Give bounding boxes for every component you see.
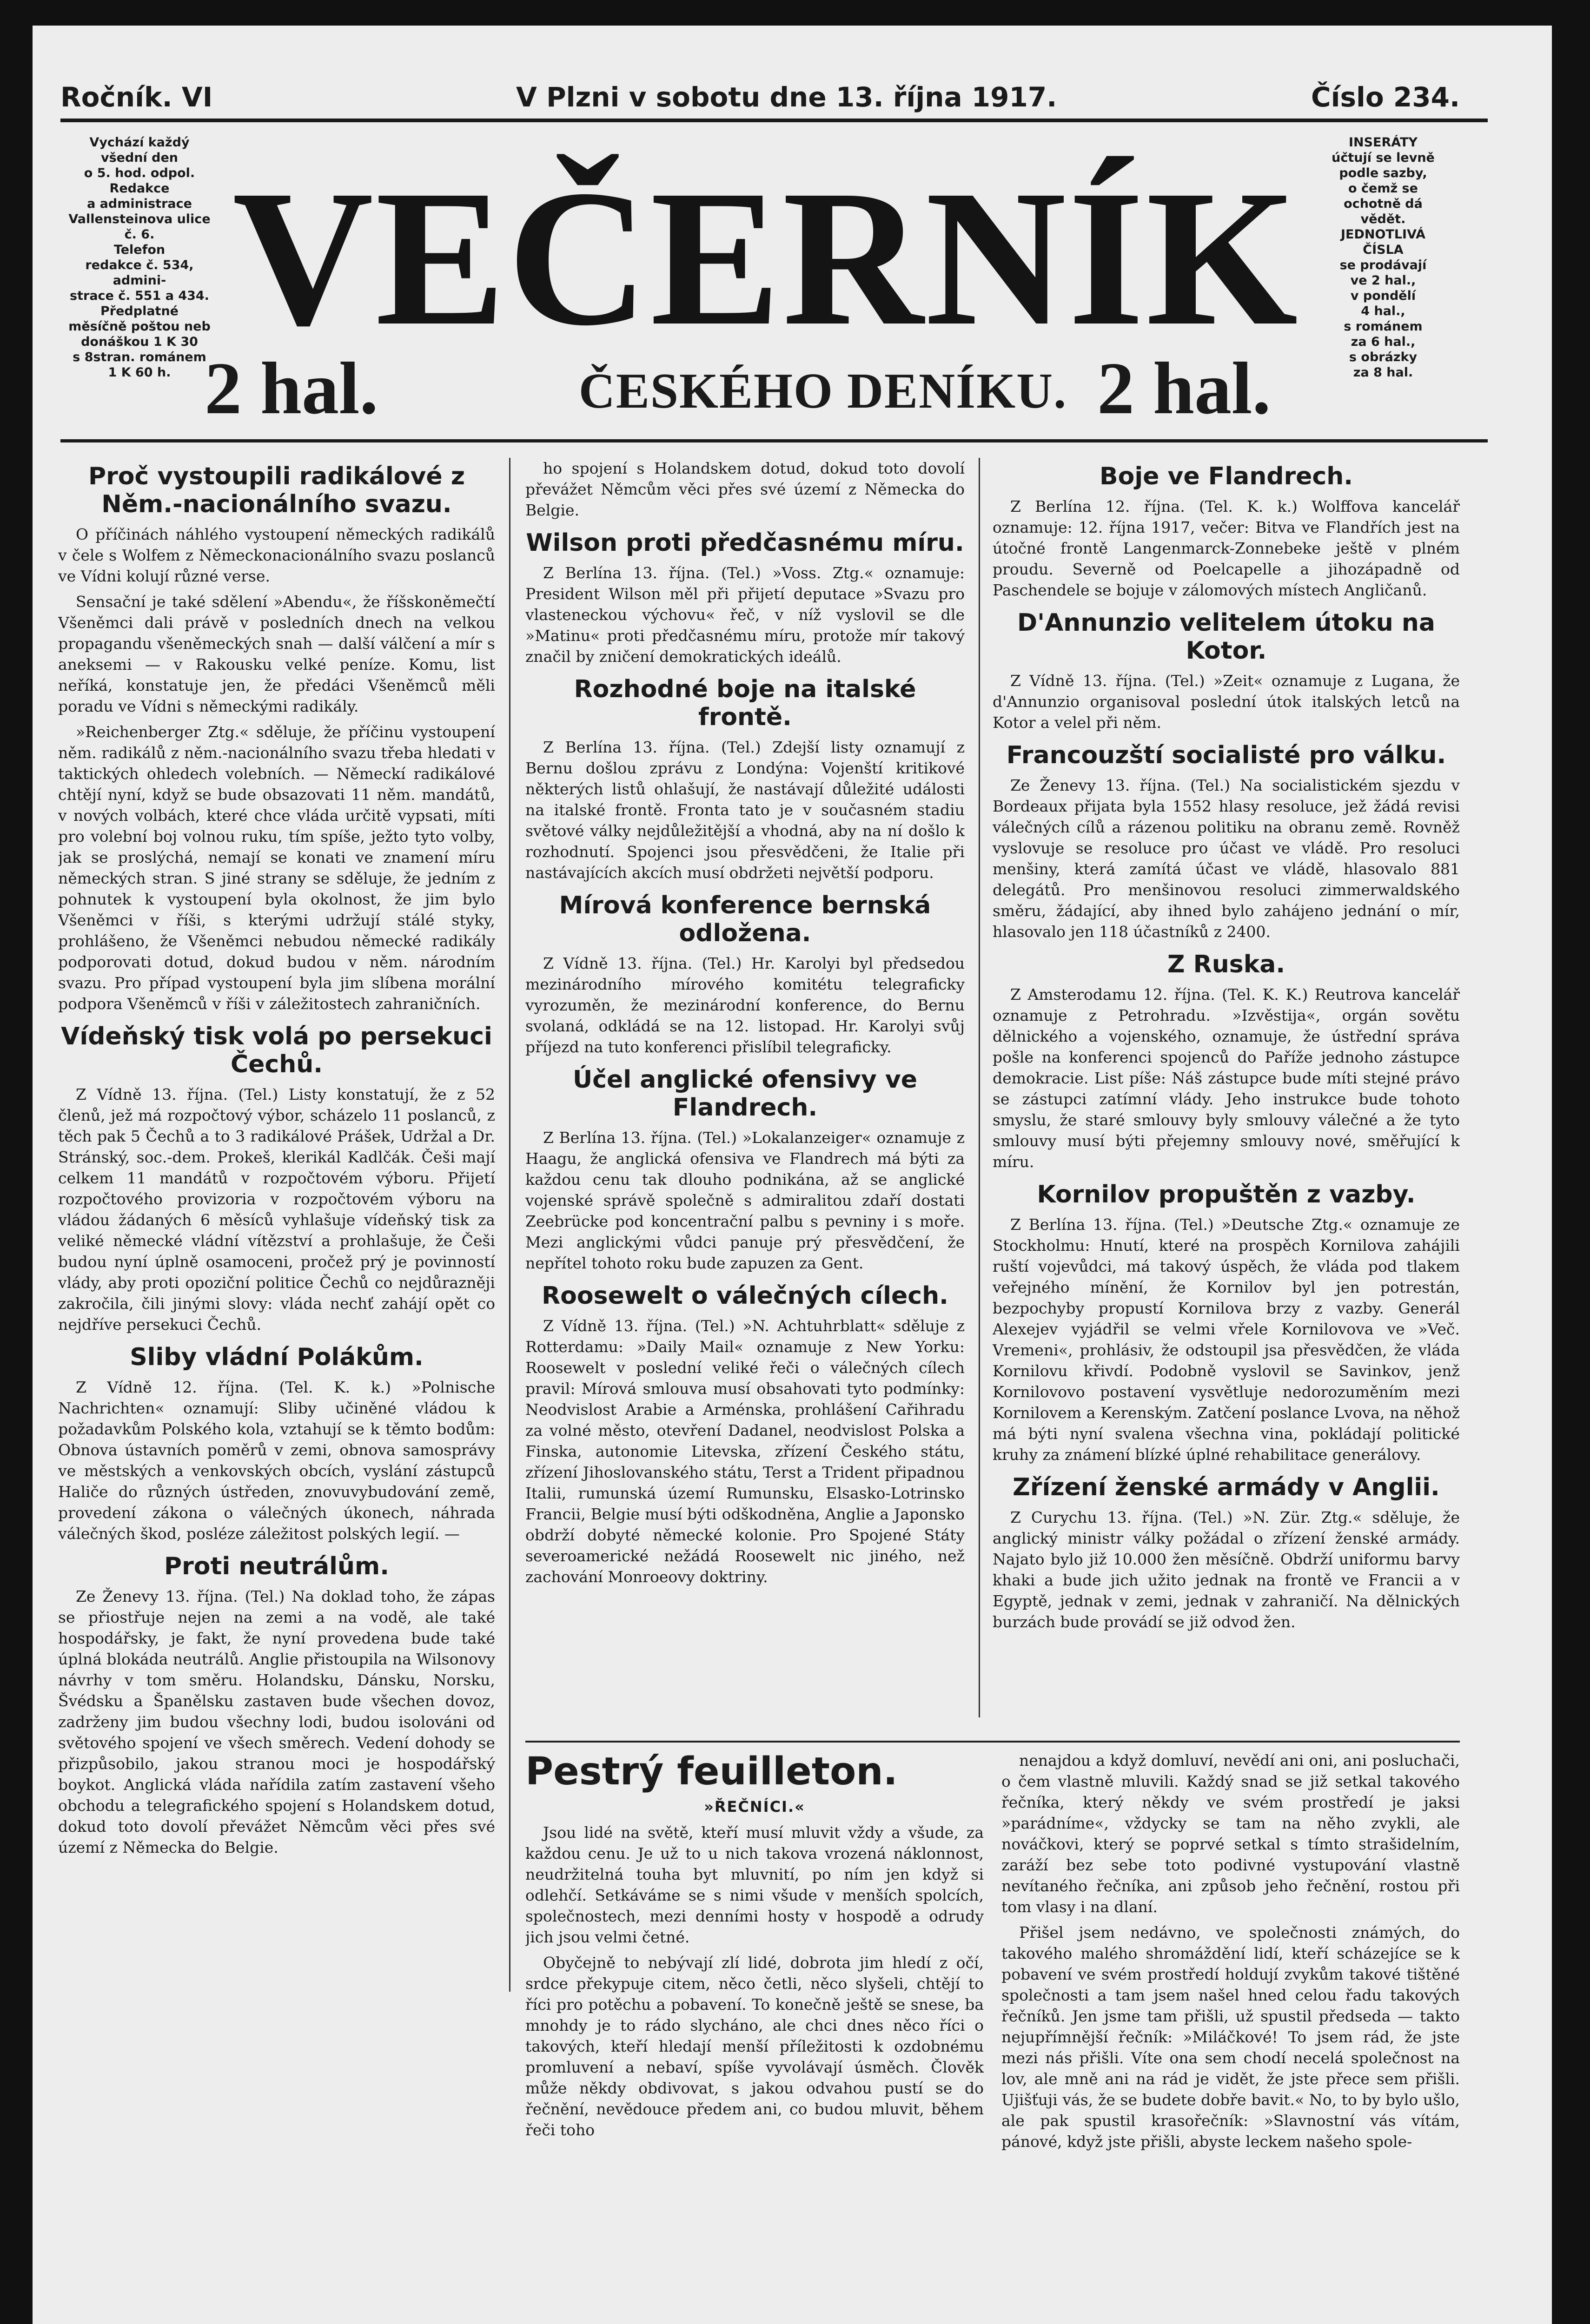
article-paragraph: Sensační je také sdělení »Abendu«, že říšskoněmečtí Všeněmci dali právě v posledních dnech na velkou propagandu všeněmeckých snah — další válčení a mír s aneksemi — v Rakousku velké peníze. Komu, list neříká, konstatuje jen, že předáci Všeněmců měli poradu ve Vídni s německými radikály.: [58, 593, 495, 715]
subscription-line: Vallensteinova ulice č. 6.: [68, 212, 211, 242]
article-headline: Sliby vládní Polákům.: [130, 1343, 424, 1371]
column-3: [993, 458, 1460, 1710]
advertising-line: INSERÁTY: [1348, 135, 1418, 150]
date-label: V Plzni v sobotu dne 13. října 1917.: [516, 81, 1057, 113]
article-headline: Z Ruska.: [1167, 951, 1285, 978]
column-divider-1: [509, 458, 510, 1992]
feuilleton-paragraph: Přišel jsem nedávno, ve společnosti známých, do takového malého shromáždění lidí, kteří scházejíce se k pobavení ve svém prostředí holdují zvykům takové tištěné společnosti a tam jsem našel hned celou řadu takových řečníků. Jen jsme tam přišli, už spustil předseda — takto nejupřímnější řečník: »Miláčkové! To jsem rád, že jste mezi nás přišli. Víte ona sem chodí necelá společnost na lov, ale mně ani na rád je vidět, že jste přece sem přišli. Ujišťuji vás, že se budete dobře bavit.« No, to by bylo ušlo, ale pak spustil krasořečník: »Slavnostní vás vítám, pánové, když jste přišli, abyste leckem našeho spole-: [1001, 1923, 1460, 2151]
article-paragraph: Z Vídně 13. října. (Tel.) Listy konstatují, že z 52 členů, jež má rozpočtový výbor, scházelo 11 poslanců, z těch pak 5 Čechů a to 3 radikálové Prášek, Udržal a Dr. Stránský, soc.-dem. Prokeš, klerikál Kadlčák. Češi mají celkem 11 mandátů v rozpočtovém výboru. Přijetí rozpočtového provizoria v rozpočtovém výboru na vládou žádaných 6 měsíců vyhlašuje vídeňský tisk za veliké německé vládní vítězství a prohlašuje, že Češi budou nyní úplně osamoceni, pročež prý je povinností vlády, aby proti opoziční politice Čechů co nejdůrazněji zakročila, čili jinými slovy: vláda nechť zahájí opět co nejdříve persekuci Čechů.: [58, 1085, 495, 1334]
masthead-title: VEČERNÍK: [232, 150, 1300, 366]
feuilleton-body: [525, 1750, 1460, 2157]
article: [993, 609, 1460, 733]
article: [525, 891, 965, 1057]
issue-number: Číslo 234.: [1311, 81, 1460, 113]
article: [993, 1473, 1460, 1632]
subscription-line: o 5. hod. odpol.: [84, 166, 195, 180]
subscription-line: Vychází každý: [89, 135, 190, 150]
feuilleton-paragraph: Jsou lidé na světě, kteří musí mluvit vždy a všude, za každou cenu. Je už to u nich takova vrozená náklonnost, neudržitelná touha byt mluvnití, po ním jen když si odlehčí. Setkáváme se s nimi všude v menších spolcích, společnostech, mezi denními hosty v hospodě a odrudy jich jsou velmi četné.: [525, 1823, 984, 1946]
article: [525, 675, 965, 883]
feuilleton-subtitle: »ŘEČNÍCI.«: [704, 1798, 805, 1816]
price-right: 2 hal.: [1097, 347, 1271, 429]
article-paragraph: »Reichenberger Ztg.« sděluje, že příčinu vystoupení něm. radikálů z něm.-nacionálního svazu třeba hledati v taktických ohledech volebních. — Německí radikálové chtějí nyní, když se bude obsazovati 11 něm. mandátů, v nových volbách, které chce vláda určitě vypsati, míti pro volební boj volnou ruku, tím spíše, ježto tyto volby, jak se proslýchá, nemají se konati ve znamení míru německých stran. S jiné strany se sděluje, že jedním z pohnutek k vystoupení byla okolnost, že jim bylo Všeněmci v říši, s kterými udržují stálé styky, prohlášeno, že Všeněmci nebudou německé radikály podporovati dotud, dokud budou v něm. národním svazu. Pro případ vystoupení byla jim slíbena morální podpora Všeněmců v říši v záležitostech zahraničních.: [58, 723, 495, 1013]
article: [525, 1066, 965, 1274]
article-paragraph: Z Berlína 12. října. (Tel. K. k.) Wolffova kancelář oznamuje: 12. října 1917, večer: Bitva ve Flandřích jest na útočné frontě Langenmarck-Zonnebeke ještě v plném proudu. Severně od Poelcapelle a jihozápadně od Paschendele se bojuje v zálomových místech Angličanů.: [993, 497, 1460, 599]
article: [58, 462, 495, 1014]
subscription-line: redakce č. 534, admini-: [85, 258, 194, 288]
article: [58, 1023, 495, 1335]
advertising-line: s románem: [1344, 319, 1423, 334]
article-headline: Zřízení ženské armády v Anglii.: [1013, 1473, 1440, 1501]
article-paragraph: Z Vídně 13. října. (Tel.) Hr. Karolyi byl předsedou mezinárodního mírového komitétu telegraficky vyrozuměn, že mezinárodní konference, do Bernu svolaná, odkládá se na 12. listopad. Hr. Karolyi svůj příjezd na tuto konferenci přislíbil telegraficky.: [525, 954, 965, 1056]
masthead-subtitle: ČESKÉHO DENÍKU.: [578, 363, 1067, 419]
article-paragraph: Z Vídně 13. října. (Tel.) »Zeit« oznamuje z Lugana, že d'Annunzio organisoval poslední útok italských letců na Kotor a velel při něm.: [993, 672, 1460, 732]
article: [525, 458, 965, 521]
subscription-line: a administrace: [87, 197, 192, 211]
feuilleton-right-column: [1001, 1750, 1460, 2157]
advertising-line: ochotně dá: [1344, 197, 1423, 211]
article: [993, 741, 1460, 942]
newspaper-page: [33, 26, 1552, 2324]
article: [58, 1552, 495, 1858]
article-paragraph: Z Berlína 13. října. (Tel.) »Lokalanzeiger« oznamuje z Haagu, že anglická ofensiva ve Flandrech má býti za každou cenu tak dlouho podnikána, až se anglické vojenské správě společně s admiralitou zdaří dostati Zeebrücke pod koncentrační palbu s pevniny i s moře. Mezi anglickými vůdci panuje prý přesvědčení, že nepřítel tohoto roku bude zapuzen za Gent.: [525, 1129, 965, 1272]
advertising-line: podle sazby,: [1339, 166, 1427, 180]
article-headline: Rozhodné boje na italské frontě.: [574, 675, 916, 731]
price-left: 2 hal.: [205, 347, 378, 429]
top-dateline: [60, 81, 1460, 114]
advertising-line: ve 2 hal.,: [1350, 273, 1416, 288]
article-paragraph: O příčinách náhlého vystoupení německých radikálů v čele s Wolfem z Německonacionálního svazu poslanců ve Vídni kolují různé verse.: [58, 525, 495, 585]
advertising-line: za 8 hal.: [1353, 365, 1413, 380]
article-headline: Účel anglické ofensivy ve Flandrech.: [572, 1066, 918, 1122]
article-headline: Kornilov propuštěn z vazby.: [1037, 1181, 1416, 1208]
subscription-line: Redakce: [109, 181, 170, 196]
article-paragraph: Z Berlína 13. října. (Tel.) »Deutsche Ztg.« oznamuje ze Stockholmu: Hnutí, které na prospěch Kornilova zahájili ruští vojevůdci, má takový úspěch, že vláda pod tlakem veřejného mínění, že Kornilov byl jen potrestán, bezpochyby propustí Kornilova brzy z vazby. Generál Alexejev vyjádřil se velmi vřele Kornilovova ve »Več. Vremeni«, prohlásiv, že odstoupil jsa přesvědčen, že vláda Kornilovu křivdí. Podobně vyslovil se Savinkov, jenž Kornilovovo postavení vysvětluje nedorozuměním mezi Kornilovem a Kerenským. Zatčení poslance Lvova, na něhož má býti nyní svalena všechna vina, pokládají politické kruhy za známení blízké úplné rehabilitace generálovy.: [993, 1215, 1460, 1464]
article-paragraph: Ze Ženevy 13. října. (Tel.) Na doklad toho, že zápas se přiostřuje nejen na zemi a na vodě, ale také hospodářsky, je fakt, že nyní provedena bude také úplná blokáda neutrálů. Anglie přistoupila na Wilsonovy návrhy v tom směru. Holandsku, Dánsku, Norsku, Švédsku a Španělsku zastaven bude všechen dovoz, zadrženy jim budou všechny lodi, budou isolováni od světového spojení ve všech směrech. Vedení dohody se přizpůsobilo, jakou stranou moci je hospodářský boykot. Anglická vláda nařídila zatím zastavení všeho obchodu a telegrafického spojení s Holandskem dotud, dokud toto dovolí převážet Němcům věci přes své území z Německa do Belgie.: [58, 1587, 495, 1856]
advertising-line: účtují se levně: [1332, 151, 1435, 165]
advertising-line: ČÍSLA: [1363, 243, 1404, 257]
advertising-info: [1306, 135, 1460, 380]
advertising-line: JEDNOTLIVÁ: [1340, 227, 1426, 242]
volume-label: Ročník. VI: [60, 81, 213, 113]
subscription-info: [60, 135, 219, 380]
subscription-line: strace č. 551 a 434.: [70, 289, 209, 303]
article-headline: Boje ve Flandrech.: [1099, 462, 1353, 490]
advertising-line: se prodávají: [1339, 258, 1427, 272]
advertising-line: v pondělí: [1350, 289, 1416, 303]
article: [525, 1282, 965, 1587]
article-paragraph: Z Vídně 12. října. (Tel. K. k.) »Polnische Nachrichten« oznamují: Sliby učiněné vládou k požadavkům Polského kola, vztahují se k těmto bodům: Obnova ústavních poměrů v zemi, obnova samosprávy ve městských a venkovských obcích, vyslání zástupců Haliče do různých ústředen, znovuvybudování země, provedení zákona o válečných úkonech, náhrada válečných škod, posléze záležitost polských legií. —: [58, 1378, 495, 1543]
article-paragraph: Z Vídně 13. října. (Tel.) »N. Achtuhrblatt« sděluje z Rotterdamu: »Daily Mail« oznamuje z New Yorku: Roosewelt v poslední veliké řeči o válečných cílech pravil: Mírová smlouva musí obsahovati tyto podmínky: Neodvislost Arabie a Arménska, prohlášení Cařihradu za volné město, otevření Dadanel, neodvislost Polska a Finska, autonomie Litevska, zřízení Českého státu, zřízení Jihoslovanského státu, Terst a Trident připadnou Italii, rumunská území Rumunsku, Elsasko-Lotrinsko Francii, Belgie musí býti odškodněna, Anglie a Japonsko obdrží dobyté německé kolonie. Pro Spojené Státy severoamerické nežádá Roosewelt nic jiného, než zachování Monroeovy doktriny.: [525, 1317, 965, 1586]
article-headline: Vídeňský tisk volá po persekuci Čechů.: [61, 1023, 492, 1078]
feuilleton-left-column: [525, 1750, 984, 2157]
column-2: [525, 458, 965, 1710]
article: [993, 951, 1460, 1172]
advertising-line: vědět.: [1360, 212, 1406, 226]
subscription-line: Předplatné: [100, 304, 179, 318]
advertising-line: o čemž se: [1348, 181, 1418, 196]
article-headline: Roosewelt o válečných cílech.: [542, 1282, 948, 1310]
article: [525, 529, 965, 667]
masthead-rule: [60, 439, 1488, 442]
article-headline: D'Annunzio velitelem útoku na Kotor.: [1017, 609, 1436, 665]
article-paragraph: Z Amsterodamu 12. října. (Tel. K. K.) Reutrova kancelář oznamuje z Petrohradu. »Izvěstija«, orgán sovětu dělnického a vojenského, oznamuje, že ústřední správa pošle na konferenci spojenců do Paříže jednoho zástupce demokracie. List píše: Náš zástupce bude míti stejné právo se zástupci zatímní vlády. Jeho instrukce bude tohoto smyslu, že staré smlouvy byly smlouvy válečné a že tyto smlouvy musí býti přejemny smlouvy nové, směřující k míru.: [993, 985, 1460, 1171]
article-paragraph: Z Berlína 13. října. (Tel.) Zdejší listy oznamují z Bernu došlou zprávu z Londýna: Vojenští kritikové některých listů ohlašují, že nastávají důležité události na italské frontě. Fronta tato je v současném stadiu světové války nejdůležitější a vhodná, aby na ní došlo k rozhodnutí. Spojenci jsou přesvědčeni, že Italie při nastávajících akcích musí obdržeti největší podporu.: [525, 738, 965, 882]
subscription-line: Telefon: [113, 243, 166, 257]
article-headline: Wilson proti předčasnému míru.: [526, 529, 964, 557]
article-headline: Mírová konference bernská odložena.: [559, 891, 931, 947]
column-divider-2: [979, 458, 980, 1717]
top-rule: [60, 119, 1488, 122]
feuilleton-paragraph: Obyčejně to nebývají zlí lidé, dobrota jim hledí z očí, srdce překypuje citem, něco četli, něco slyšeli, chtějí to říci pro potěchu a pobavení. To konečně ještě se snese, ba mnohdy je to rádo slycháno, ale chci dnes něco říci o takových, kteří hledají menší příležitosti k ozdobnému promluvení a nebaví, spíše vyvolávají úsměch. Člověk může někdy obdivovat, s jakou odvahou pustí se do řečnění, nevědouce předem ani, co budou mluvit, během řeči toho: [525, 1954, 984, 2139]
feuilleton-paragraph: nenajdou a když domluví, nevědí ani oni, ani posluchači, o čem vlastně mluvili. Každý snad se již setkal takového řečníka, který někdy ve svém prostředí je jaksi »parádníme«, vždycky se tam na něho zvykli, ale nováčkovi, který se poprvé setkal s tímto strašidelním, zaráží bez sebe toto podivné vystupování vlastně nevítaného řečníka, ani způsob jeho řečnění, rostou při tom vlasy i na dlaní.: [1001, 1751, 1460, 1916]
feuilleton-title: Pestrý feuilleton.: [525, 1750, 898, 1794]
article-paragraph: Z Berlína 13. října. (Tel.) »Voss. Ztg.« oznamuje: President Wilson měl při přijetí deputace »Svazu pro vlasteneckou výchovu« řeč, v níž vyslovil se dle »Matinu« proti předčasnému míru, protože mír takový značil by zničení demokratických ideálů.: [525, 564, 965, 666]
feuilleton-section: [525, 1731, 1460, 2275]
subscription-line: všední den: [100, 151, 179, 165]
feuilleton-rule: [525, 1741, 1460, 1743]
article-paragraph: Z Curychu 13. října. (Tel.) »N. Zür. Ztg.« sděluje, že anglický ministr války požádal o zřízení ženské armády. Najato bylo již 10.000 žen měsíčně. Obdrží uniformu barvy khaki a bude jich užito jednak na frontě ve Francii a v Egyptě, jednak v zemi, jednak v zahraničí. Na dělnických burzách bude provádí se již odvod žen.: [993, 1508, 1460, 1631]
advertising-line: 4 hal.,: [1361, 304, 1405, 318]
column-1: [58, 458, 495, 2275]
article-paragraph: ho spojení s Holandskem dotud, dokud toto dovolí převážet Němcům věci přes své území z Německa do Belgie.: [525, 459, 965, 519]
article-headline: Proti neutrálům.: [164, 1552, 389, 1580]
article-headline: Proč vystoupili radikálové z Něm.-nacionálního svazu.: [88, 462, 465, 518]
article-headline: Francouzští socialisté pro válku.: [1006, 741, 1446, 769]
article-paragraph: Ze Ženevy 13. října. (Tel.) Na socialistickém sjezdu v Bordeaux přijata byla 1552 hlasy resoluce, jež žádá revisi válečných cílů a rázenou politiku na obranu země. Rovněž vyslovuje se resoluce pro účast ve vládě. Pro resoluci menšiny, která zamítá účast ve vládě, hlasovalo 881 delegátů. Pro menšinovou resoluci zimmerwaldského směru, žádající, aby ihned bylo zahájeno jednání o mír, hlasovalo jen 118 účastníků z 2400.: [993, 776, 1460, 941]
subscription-line: s 8stran. románem: [73, 350, 206, 364]
advertising-line: s obrázky: [1349, 350, 1418, 364]
subscription-line: donáškou 1 K 30: [81, 335, 198, 349]
article: [993, 1181, 1460, 1465]
article: [993, 462, 1460, 601]
subscription-line: měsíčně poštou neb: [68, 319, 211, 334]
subscription-line: 1 K 60 h.: [108, 365, 171, 380]
advertising-line: za 6 hal.,: [1351, 335, 1416, 349]
article: [58, 1343, 495, 1544]
